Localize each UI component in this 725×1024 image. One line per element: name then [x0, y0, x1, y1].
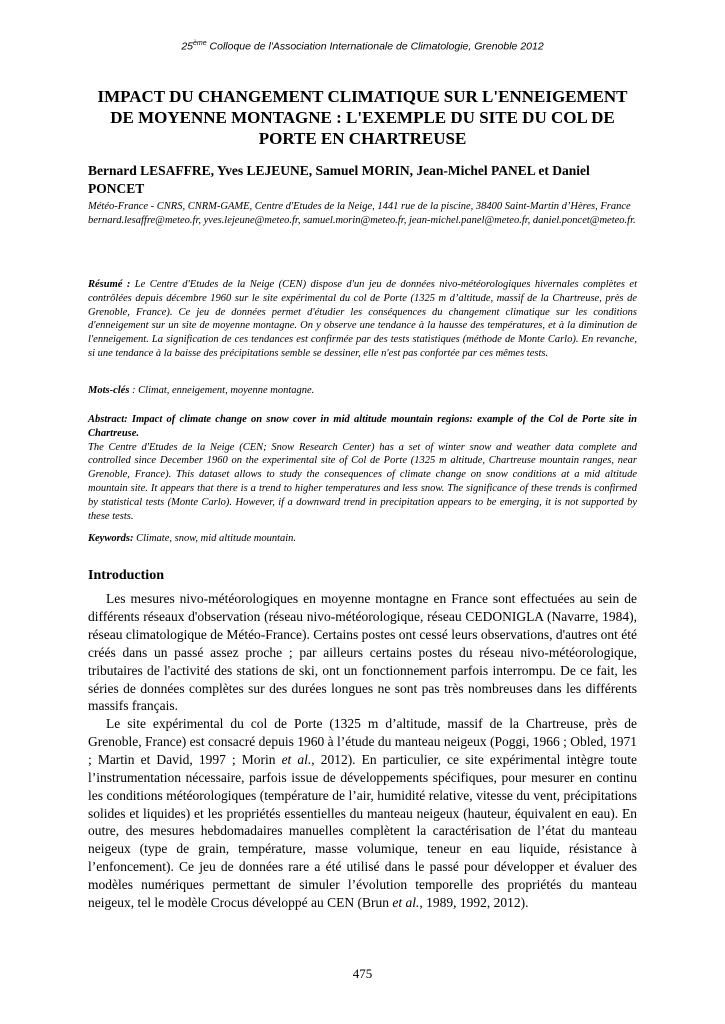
- title-line-3: PORTE EN CHARTREUSE: [258, 129, 467, 148]
- keywords-label: Keywords:: [88, 533, 134, 544]
- intro-paragraph-2: [88, 715, 637, 912]
- intro-paragraph-1: Les mesures nivo-météorologiques en moyenne montagne en France sont effectuées au sein de différents réseaux d'observation (réseau nivo-météorologique, réseau CEDONIGLA (Navarre, 1984), réseau climatologique de Météo-France). Certains postes ont cessé leurs observations, d'autres ont été créés dans un passé assez proche ; par ailleurs certains postes du réseau nivo-météorologique, tributaires de l'activité des stations de ski, ont un fonctionnement parfois interrompu. De ce fait, les séries de données complètes sur des durées longues ne sont pas très nombreuses dans les différents massifs français.: [88, 591, 638, 714]
- header-text: Colloque de l'Association Internationale de Climatologie, Grenoble 2012: [206, 40, 544, 53]
- keywords-text: Climate, snow, mid altitude mountain.: [133, 533, 297, 544]
- author-list: Bernard LESAFFRE, Yves LEJEUNE, Samuel MORIN, Jean-Michel PANEL et Daniel PONCET: [88, 163, 590, 196]
- resume-text: Le Centre d'Etudes de la Neige (CEN) dispose d'un jeu de données nivo-météorologiques hivernales complètes et contrôlées depuis décembre 1960 sur le site expérimental du col de Porte (1325 m d’altitude, massif de la Chartreuse, près de Grenoble, France). Ce jeu de données permet d'étudier les conséquences du changement climatique sur les conditions d'enneigement sur un site de moyenne montagne. On y observe une tendance à la hausse des températures, et à la diminution de l'enneigement. La signification de ces tendances est confirmée par des tests statistiques (méthode de Monte Carlo). En revanche, si une tendance à la baisse des précipitations semble se dessiner, elle n'est pas confortée par ces mêmes tests.: [88, 279, 637, 359]
- affiliation-emails: bernard.lesaffre@meteo.fr, yves.lejeune@meteo.fr, samuel.morin@meteo.fr, jean-michel.panel@meteo.fr, daniel.poncet@meteo.fr.: [88, 215, 636, 226]
- keywords-block: [88, 532, 637, 546]
- p2-part-c: , 1989, 1992, 2012).: [419, 895, 529, 911]
- mots-cles-text: : Climat, enneigement, moyenne montagne.: [129, 385, 315, 396]
- p2-part-a: Le site expérimental du col de Porte (1325 m d’altitude, massif de la Chartreuse, près de Grenoble, France) est consacré depuis 1960 à l’étude du manteau neigeux (Poggi, 1966 ; Obled, 1971 ; Martin et David, 1997 ; Morin: [88, 716, 637, 767]
- p2-part-b: , 2012). En particulier, ce site expérimental intègre toute l’instrumentation nécessaire, parfois issue de développements spécifiques, pour mesurer en continu les conditions météorologiques (température de l’air, humidité relative, vitesse du vent, précipitations solides et liquides) et les propriétés essentielles du manteau neigeux (hauteur, équivalent en eau). En outre, des mesures hebdomadaires manuelles complètent la caractérisation de l’état du manteau neigeux (type de grain, température, masse volumique, teneur en eau liquide, résistance à l’enfoncement). Ce jeu de données rare a été utilisé dans le passé pour développer et évaluer des modèles numériques permettant de simuler l’évolution temporelle des propriétés du manteau neigeux, tel le modèle Crocus développé au CEN (Brun: [88, 751, 637, 911]
- conference-header: [0, 40, 725, 53]
- affiliation: [88, 200, 637, 228]
- section-heading-introduction: Introduction: [88, 568, 164, 583]
- header-prefix: 25: [181, 40, 193, 53]
- abstract-title: Abstract: Impact of climate change on snow cover in mid altitude mountain regions: example of the Col de Porte site in Chartreuse.: [88, 414, 637, 439]
- resume-label: Résumé :: [88, 279, 131, 290]
- header-superscript: ème: [193, 40, 207, 47]
- title-line-2: DE MOYENNE MONTAGNE : L'EXEMPLE DU SITE DU COL DE: [110, 108, 615, 127]
- p2-etal-2: et al.: [392, 895, 420, 911]
- title-line-1: IMPACT DU CHANGEMENT CLIMATIQUE SUR L'ENNEIGEMENT: [97, 87, 628, 106]
- affiliation-address: Météo-France - CNRS, CNRM-GAME, Centre d'Etudes de la Neige, 1441 rue de la piscine, 38400 Saint-Martin d’Hères, France: [88, 201, 631, 212]
- mots-cles-label: Mots-clés: [88, 385, 130, 396]
- page-number: 475: [352, 966, 373, 981]
- abstract-text: The Centre d'Etudes de la Neige (CEN; Snow Research Center) has a set of winter snow and weather data complete and controlled since December 1960 on the experimental site of Col de Porte (1325 m altitude, Chartreuse mountain ranges, near Grenoble, France). This dataset allows to study the consequences of climate change on snow conditions at a mid altitude mountain site. It appears that there is a trend to higher temperatures and less snow. The significance of these trends is confirmed by statistical tests (Monte Carlo). However, if a downward trend in precipitation appears to be emerging, it is not supported by these tests.: [88, 441, 637, 522]
- resume-block: [88, 278, 637, 361]
- abstract-block: [88, 413, 637, 523]
- paper-title: [88, 86, 637, 149]
- mots-cles-block: [88, 384, 637, 398]
- p2-etal-1: et al.: [281, 751, 312, 767]
